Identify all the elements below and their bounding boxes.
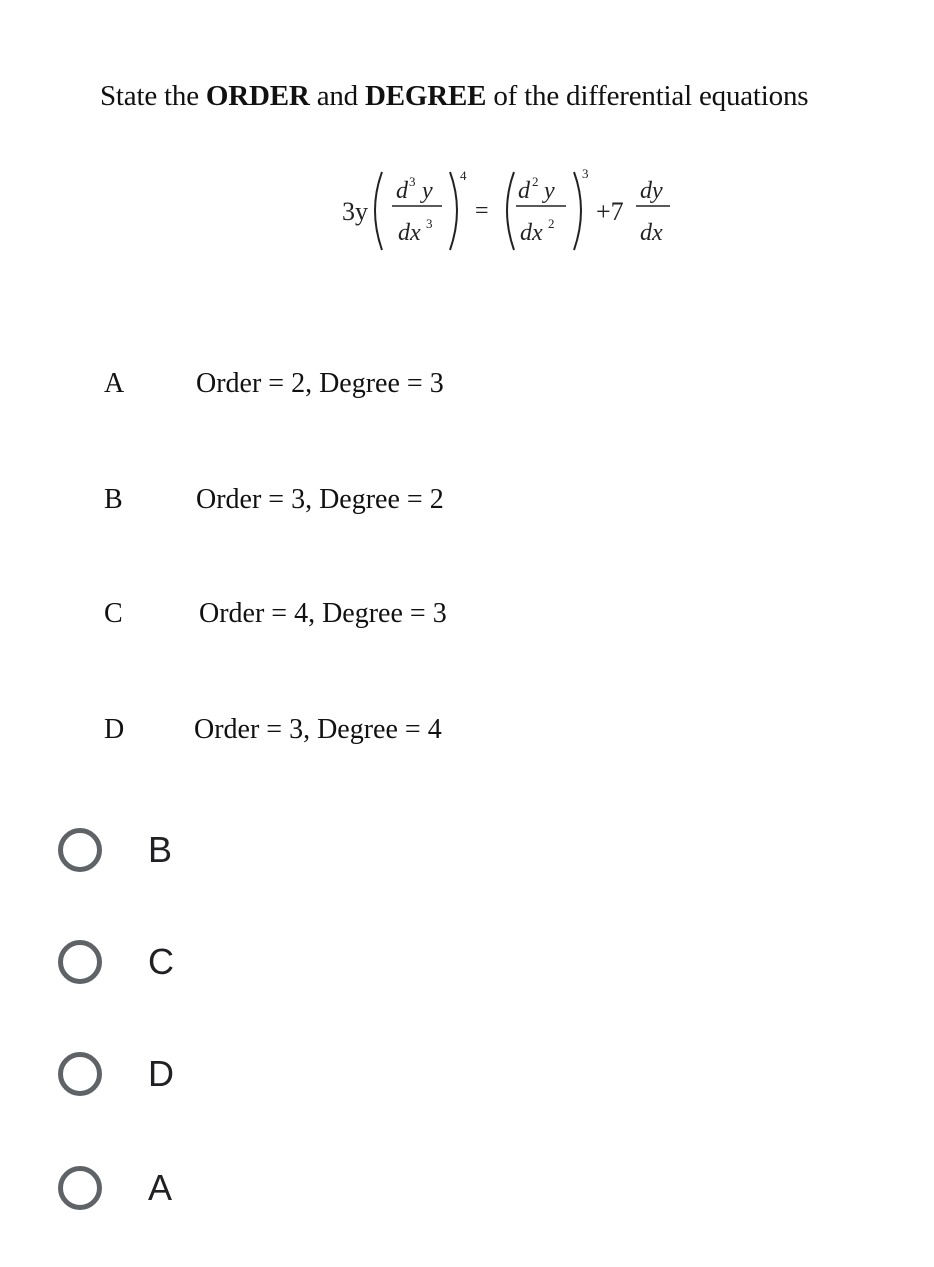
- statement-text: Order = 3, Degree = 2: [196, 484, 444, 515]
- question-middle: and: [309, 80, 366, 112]
- eq-coef-left: 3y: [342, 197, 368, 226]
- statement-letter: B: [104, 484, 123, 515]
- eq-right-paren-open: [507, 172, 514, 250]
- eq-d3-exp: 3: [409, 174, 416, 189]
- statement-text: Order = 2, Degree = 3: [196, 368, 444, 399]
- statement-letter: C: [104, 598, 123, 629]
- eq-d3: d: [396, 178, 408, 204]
- eq-dx2-exp: 2: [548, 216, 555, 231]
- radio-button[interactable]: [58, 940, 102, 984]
- option-a[interactable]: [58, 1158, 458, 1218]
- question-suffix: of the differential equations: [486, 80, 809, 112]
- question-bold-degree: DEGREE: [365, 80, 487, 112]
- option-c[interactable]: [58, 932, 458, 992]
- question-prefix: State the: [100, 80, 206, 112]
- statement-letter: A: [104, 368, 125, 399]
- eq-equals: =: [475, 198, 489, 224]
- eq-left-paren-open: [375, 172, 382, 250]
- question-bold-order: ORDER: [205, 80, 310, 112]
- equation-svg: [330, 160, 690, 260]
- eq-left-paren-close: [450, 172, 457, 250]
- radio-button[interactable]: [58, 1052, 102, 1096]
- eq-right-paren-close: [574, 172, 581, 250]
- statement-text: Order = 4, Degree = 3: [199, 598, 447, 629]
- eq-dx3: dx: [398, 220, 421, 246]
- eq-plus-seven: +7: [596, 197, 624, 226]
- option-b[interactable]: [58, 820, 458, 880]
- radio-button[interactable]: [58, 828, 102, 872]
- option-label[interactable]: A: [148, 1167, 173, 1208]
- question-text: [100, 80, 808, 113]
- eq-dx2: dx: [520, 220, 543, 246]
- eq-y2: y: [544, 178, 555, 204]
- statement-text: Order = 3, Degree = 4: [194, 714, 442, 745]
- eq-dx: dx: [640, 220, 663, 246]
- radio-button[interactable]: [58, 1166, 102, 1210]
- eq-d2-exp: 2: [532, 174, 539, 189]
- differential-equation: [330, 160, 690, 260]
- option-d[interactable]: [58, 1044, 458, 1104]
- eq-power-right: 3: [582, 166, 589, 181]
- eq-power-left: 4: [460, 168, 467, 183]
- eq-dy: dy: [640, 178, 663, 204]
- eq-dx3-exp: 3: [426, 216, 433, 231]
- option-label[interactable]: C: [148, 941, 174, 982]
- eq-y1: y: [422, 178, 433, 204]
- statement-letter: D: [104, 714, 125, 745]
- eq-d2: d: [518, 178, 530, 204]
- option-label[interactable]: B: [148, 829, 173, 870]
- option-label[interactable]: D: [148, 1053, 174, 1094]
